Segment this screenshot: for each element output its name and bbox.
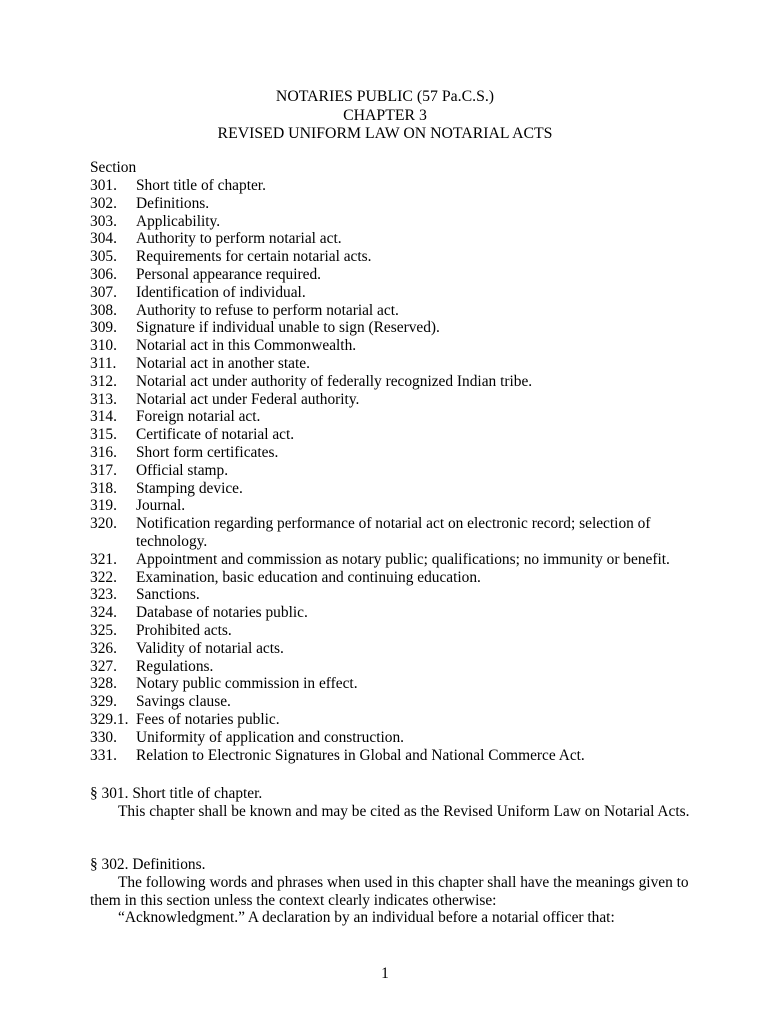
toc-item-title: Stamping device. <box>136 479 243 497</box>
toc-item-number: 310. <box>90 337 117 355</box>
section-301 <box>90 785 690 821</box>
toc-item-title: Personal appearance required. <box>136 265 322 283</box>
toc-item-title: Requirements for certain notarial acts. <box>136 248 372 266</box>
toc-item-number: 324. <box>90 604 117 622</box>
toc-item-number: 327. <box>90 657 117 675</box>
toc-item-number: 311. <box>90 354 117 372</box>
toc-item-number: 325. <box>90 621 117 639</box>
page-number: 1 <box>381 965 389 982</box>
section-302-heading: § 302. Definitions. <box>90 856 206 873</box>
document-header <box>0 88 770 144</box>
toc-item-title: Short form certificates. <box>136 443 279 461</box>
toc-item-title: Notarial act under authority of federally recognized Indian tribe. <box>136 372 533 390</box>
toc-item-title: Identification of individual. <box>136 283 306 301</box>
header-title: NOTARIES PUBLIC (57 Pa.C.S.) <box>275 88 495 105</box>
toc-item-number: 307. <box>90 283 117 301</box>
toc-item-number: 305. <box>90 248 117 266</box>
toc-item-number: 318. <box>90 479 117 497</box>
toc-item <box>90 195 680 213</box>
toc-item-number: 319. <box>90 497 117 515</box>
toc-item-title: Prohibited acts. <box>136 621 232 639</box>
toc-item-number: 308. <box>90 301 117 319</box>
toc-item-number: 301. <box>90 177 117 194</box>
toc-item <box>90 266 680 284</box>
toc-item-title: Savings clause. <box>136 693 231 711</box>
toc-item-number: 312. <box>90 372 117 390</box>
toc-item-title: Definitions. <box>136 194 210 212</box>
toc-item-number: 330. <box>90 728 117 746</box>
toc-item <box>90 462 680 480</box>
toc-item-title: Relation to Electronic Signatures in Global and National Commerce Act. <box>136 746 585 764</box>
toc-item-number: 317. <box>90 461 117 479</box>
toc-item-title: Certificate of notarial act. <box>136 426 295 444</box>
toc-item-number: 321. <box>90 550 117 568</box>
toc-label: Section <box>90 159 137 176</box>
toc-item <box>90 569 680 587</box>
toc-item <box>90 693 680 711</box>
toc-item <box>90 337 680 355</box>
toc-item-number: 329.1. <box>90 710 129 728</box>
toc-item <box>90 408 680 426</box>
toc-item-number: 304. <box>90 230 117 248</box>
toc-item <box>90 248 680 266</box>
toc-item <box>90 675 680 693</box>
toc-item-number: 322. <box>90 568 117 586</box>
toc-item <box>90 213 680 231</box>
section-302-text: The following words and phrases when used in this chapter shall have the meanings given to them in this section unless the context clearly indicates otherwise: <box>90 873 689 909</box>
toc-item <box>90 729 680 747</box>
toc-item <box>90 444 680 462</box>
toc-item <box>90 426 680 444</box>
toc-item-title: Notification regarding performance of notarial act on electronic record; selection of technology. <box>136 515 651 550</box>
toc-item <box>90 355 680 373</box>
toc-item-number: 303. <box>90 212 117 230</box>
toc-item-title: Appointment and commission as notary public; qualifications; no immunity or benefit. <box>136 550 670 568</box>
toc-item <box>90 373 680 391</box>
toc-item-title: Notary public commission in effect. <box>136 675 358 693</box>
toc-item <box>90 586 680 604</box>
definition-acknowledgment: “Acknowledgment.” A declaration by an individual before a notarial officer that: <box>118 909 615 927</box>
toc-item <box>90 480 680 498</box>
toc-item <box>90 177 680 195</box>
toc-item-title: Applicability. <box>136 212 221 230</box>
toc-item-number: 328. <box>90 675 117 693</box>
toc-item-title: Notarial act under Federal authority. <box>136 390 360 408</box>
toc-item <box>90 391 680 409</box>
toc-item-title: Sanctions. <box>136 586 200 604</box>
toc-item-title: Notarial act in this Commonwealth. <box>136 337 357 355</box>
toc-item <box>90 640 680 658</box>
toc-item-title: Database of notaries public. <box>136 604 308 622</box>
toc-item-number: 313. <box>90 390 117 408</box>
toc-item <box>90 302 680 320</box>
toc-item-title: Authority to refuse to perform notarial act. <box>136 301 399 319</box>
toc-item-number: 316. <box>90 443 117 461</box>
header-chapter: CHAPTER 3 <box>343 106 427 124</box>
toc-item-number: 329. <box>90 693 117 711</box>
toc-item <box>90 711 680 729</box>
toc-item-title: Short title of chapter. <box>136 177 266 194</box>
header-subtitle: REVISED UNIFORM LAW ON NOTARIAL ACTS <box>217 125 553 143</box>
toc-item <box>90 319 680 337</box>
toc-item-title: Authority to perform notarial act. <box>136 230 342 248</box>
toc-item <box>90 230 680 248</box>
toc-item-title: Signature if individual unable to sign (Reserved). <box>136 319 440 337</box>
toc-item <box>90 497 680 515</box>
toc-item-title: Regulations. <box>136 657 214 675</box>
toc-item <box>90 551 680 569</box>
toc-item-title: Official stamp. <box>136 461 229 479</box>
toc-item-number: 309. <box>90 319 117 337</box>
toc-item-title: Foreign notarial act. <box>136 408 261 426</box>
table-of-contents <box>90 177 680 764</box>
section-302 <box>90 856 690 927</box>
toc-item-number: 302. <box>90 194 117 212</box>
toc-item-title: Validity of notarial acts. <box>136 639 284 657</box>
toc-item <box>90 604 680 622</box>
toc-item <box>90 622 680 640</box>
toc-item-title: Notarial act in another state. <box>136 354 310 372</box>
section-301-heading: § 301. Short title of chapter. <box>90 785 263 802</box>
toc-item-number: 306. <box>90 265 117 283</box>
toc-item-title: Uniformity of application and construction. <box>136 728 404 746</box>
toc-item-title: Fees of notaries public. <box>136 710 280 728</box>
toc-item-title: Examination, basic education and continuing education. <box>136 568 481 586</box>
toc-item-title: Journal. <box>136 497 186 515</box>
toc-item <box>90 658 680 676</box>
toc-item <box>90 747 680 765</box>
toc-item-number: 326. <box>90 639 117 657</box>
toc-item-number: 315. <box>90 426 117 444</box>
toc-item-number: 331. <box>90 746 117 764</box>
toc-item <box>90 284 680 302</box>
toc-item-number: 323. <box>90 586 117 604</box>
toc-item-number: 320. <box>90 515 117 533</box>
section-301-text: This chapter shall be known and may be cited as the Revised Uniform Law on Notarial Acts. <box>118 802 690 820</box>
toc-item-number: 314. <box>90 408 117 426</box>
toc-item <box>90 515 680 551</box>
